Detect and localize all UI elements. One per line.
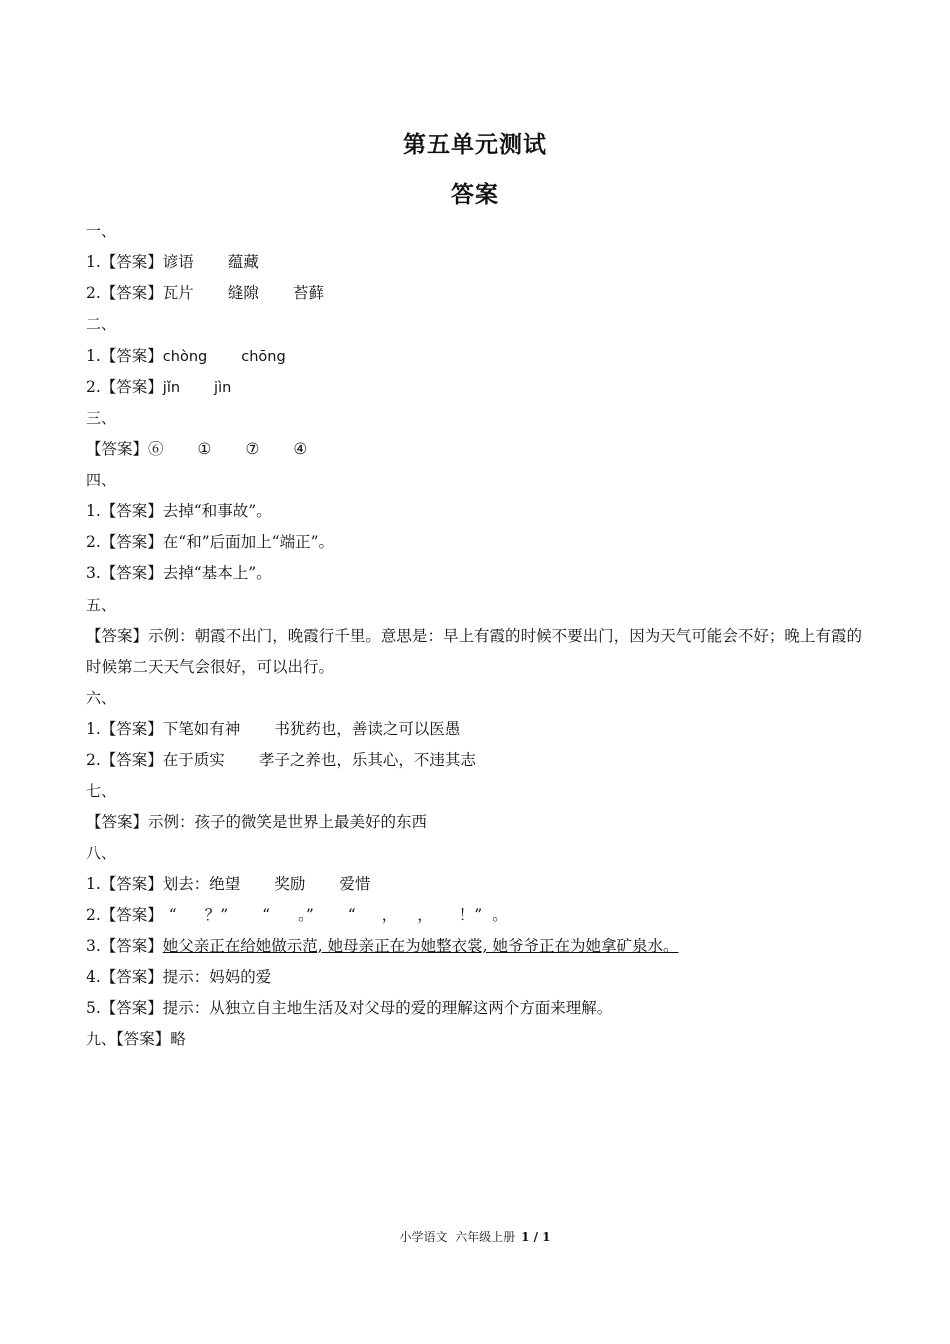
answer-1-2: 2.【答案】瓦片 缝隙 苔藓: [86, 284, 324, 302]
section-heading-4: 四、: [86, 471, 117, 489]
section-heading-2: 二、: [86, 315, 117, 333]
answer-5-1: 【答案】示例：朝霞不出门，晚霞行千里。意思是：早上有霞的时候不要出门，因为天气可能会不好；晚上有霞的时候第二天天气会很好，可以出行。: [86, 627, 862, 676]
page-title: 第五单元测试: [403, 132, 547, 158]
answer-6-2: 2.【答案】在于质实 孝子之养也，乐其心，不违其志: [86, 751, 476, 769]
answer-2-1: 1.【答案】chòng chōng: [86, 347, 286, 365]
answer-8-3: 3.【答案】她父亲正在给她做示范, 她母亲正在为她整衣裳, 她爷爷正在为她拿矿泉水。: [86, 937, 679, 955]
answer-4-1: 1.【答案】去掉“和事故”。: [86, 502, 272, 520]
underlined-answer: 她父亲正在给她做示范, 她母亲正在为她整衣裳, 她爷爷正在为她拿矿泉水。: [162, 937, 679, 955]
answer-8-5: 5.【答案】提示：从独立自主地生活及对父母的爱的理解这两个方面来理解。: [86, 999, 613, 1017]
section-heading-1: 一、: [86, 222, 117, 240]
answer-8-1: 1.【答案】划去：绝望 奖励 爱惜: [86, 875, 371, 893]
answer-6-1: 1.【答案】下笔如有神 书犹药也，善读之可以医愚: [86, 720, 461, 738]
section-heading-9: 九、: [86, 1030, 117, 1048]
section-heading-7: 七、: [86, 782, 117, 800]
section-heading-5: 五、: [86, 596, 117, 614]
answer-2-2: 2.【答案】jǐn jìn: [86, 378, 232, 396]
answer-4-2: 2.【答案】在“和”后面加上“端正”。: [86, 533, 334, 551]
answer-8-4: 4.【答案】提示：妈妈的爱: [86, 968, 272, 986]
page-footer: 小学语文 六年级上册 1 / 1: [399, 1230, 551, 1244]
page-subtitle: 答案: [451, 182, 499, 208]
answer-3-1: 【答案】⑥ ① ⑦ ④: [86, 440, 308, 458]
section-heading-8: 八、: [86, 844, 117, 862]
answer-4-3: 3.【答案】去掉“基本上”。: [86, 564, 272, 582]
section-heading-3: 三、: [86, 409, 117, 427]
answer-8-2: 2.【答案】 “ ？” “ 。” “ ， ， ！” 。: [86, 906, 508, 924]
answer-7-1: 【答案】示例：孩子的微笑是世界上最美好的东西: [86, 813, 428, 831]
answer-9-1: 九、【答案】略: [86, 1030, 186, 1048]
page-number: 1 / 1: [521, 1230, 551, 1244]
answer-1-1: 1.【答案】谚语 蕴藏: [86, 253, 259, 271]
section-heading-6: 六、: [86, 689, 117, 707]
